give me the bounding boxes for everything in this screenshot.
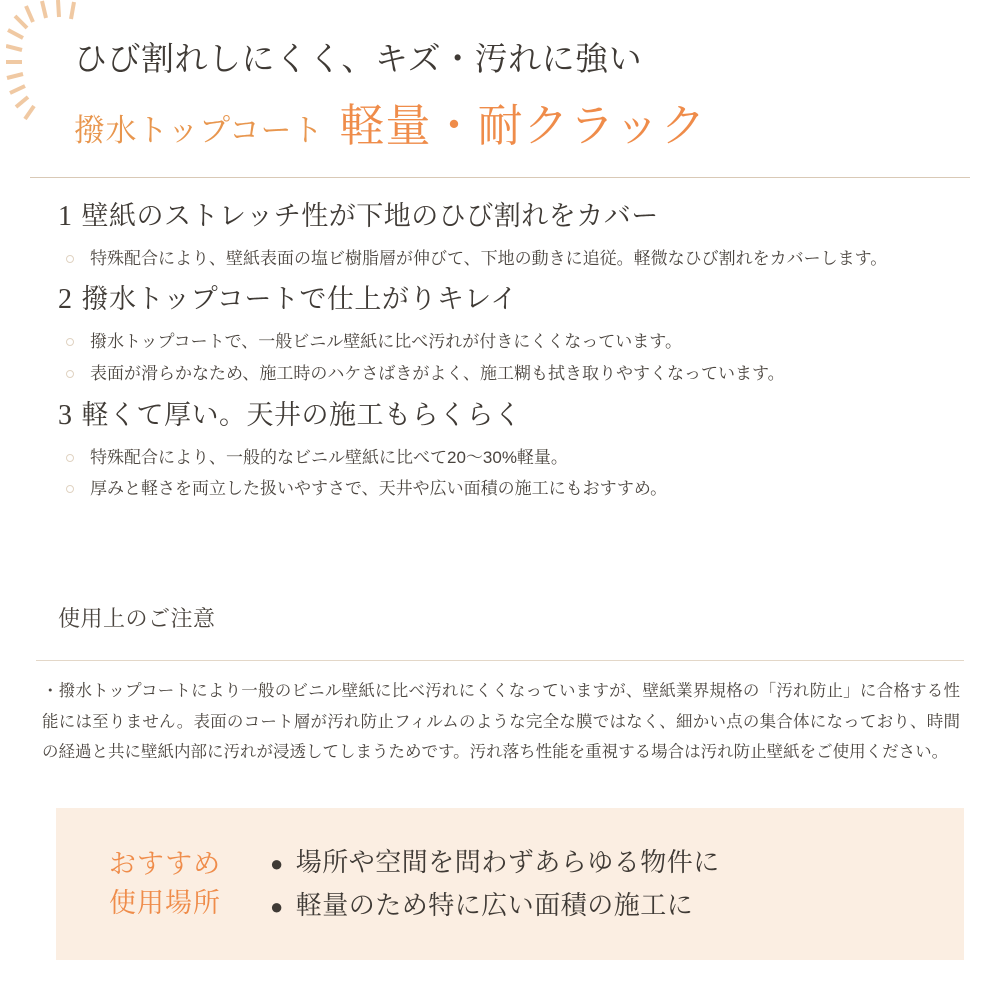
recommended-use-label-line2: 使用場所 bbox=[109, 888, 221, 918]
feature-number: 3 bbox=[58, 399, 73, 431]
header-tagline: ひび割れしにくく、キズ・汚れに強い bbox=[74, 40, 643, 77]
list-item bbox=[58, 474, 964, 504]
bullet-dot-icon bbox=[66, 255, 74, 263]
feature-section-3 bbox=[58, 395, 964, 505]
feature-heading bbox=[58, 395, 964, 437]
feature-section-2 bbox=[58, 279, 964, 389]
list-item bbox=[58, 443, 964, 473]
bullet-dot-icon: ● bbox=[270, 851, 284, 877]
bullet-dot-icon: ● bbox=[270, 893, 284, 919]
feature-title: 軽くて厚い。天井の施工もらくらく bbox=[81, 399, 522, 430]
list-item bbox=[58, 359, 964, 389]
page-title: 軽量・耐クラック bbox=[339, 100, 707, 152]
recommended-use-label-line1: おすすめ bbox=[108, 848, 222, 879]
list-item bbox=[58, 327, 964, 357]
notice-title: 使用上のご注意 bbox=[58, 606, 216, 631]
feature-list bbox=[58, 196, 964, 510]
bullet-text: 厚みと軽さを両立した扱いやすさで、天井や広い面積の施工にもおすすめ。 bbox=[90, 479, 668, 499]
feature-bullets bbox=[58, 244, 964, 273]
bullet-dot-icon bbox=[66, 370, 74, 378]
recommended-use-items bbox=[260, 838, 964, 929]
feature-title: 撥水トップコートで仕上がりキレイ bbox=[81, 284, 518, 315]
header-divider bbox=[30, 177, 970, 178]
recommended-use-box bbox=[56, 808, 964, 960]
header bbox=[74, 38, 970, 154]
bullet-text: 表面が滑らかなため、施工時のハケさばきがよく、施工糊も拭き取りやすくなっています。 bbox=[90, 363, 785, 383]
feature-section-1 bbox=[58, 196, 964, 273]
bullet-text: 特殊配合により、一般的なビニル壁紙に比べて20〜30%軽量。 bbox=[90, 447, 568, 467]
feature-heading bbox=[58, 196, 964, 238]
list-item bbox=[58, 244, 964, 273]
feature-bullets bbox=[58, 327, 964, 389]
notice-divider bbox=[36, 660, 964, 661]
recommended-use-label bbox=[70, 845, 260, 923]
recommended-use-text: 軽量のため特に広い面積の施工に bbox=[295, 889, 694, 920]
feature-bullets bbox=[58, 443, 964, 505]
header-subtitle: 撥水トップコート bbox=[74, 113, 324, 149]
bullet-text: 撥水トップコートで、一般ビニル壁紙に比べ汚れが付きにくくなっています。 bbox=[90, 332, 682, 352]
feature-title: 壁紙のストレッチ性が下地のひび割れをカバー bbox=[81, 201, 659, 231]
recommended-use-text: 場所や空間を問わずあらゆる物件に bbox=[295, 847, 720, 878]
bullet-dot-icon bbox=[66, 485, 74, 493]
feature-heading bbox=[58, 279, 964, 321]
bullet-dot-icon bbox=[66, 338, 74, 346]
bullet-dot-icon bbox=[66, 454, 74, 462]
header-title-row bbox=[74, 89, 970, 154]
notice-body: ・撥水トップコートにより一般のビニル壁紙に比べ汚れにくくなっていますが、壁紙業界規格の「汚れ防止」に合格する性能には至りません。表面のコート層が汚れ防止フィルムのような完全な膜ではなく、細かい点の集合体になっており、時間の経過と共に壁紙内部に汚れが浸透してしまうためです。汚れ落ち性能を重視する場合は汚れ防止壁紙をご使用ください。 bbox=[42, 682, 960, 762]
list-item bbox=[270, 888, 964, 923]
bullet-text: 特殊配合により、壁紙表面の塩ビ樹脂層が伸びて、下地の動きに追従。軽微なひび割れをカバーします。 bbox=[90, 249, 888, 268]
list-item bbox=[270, 845, 964, 880]
feature-number: 2 bbox=[58, 284, 73, 316]
feature-number: 1 bbox=[58, 201, 73, 232]
